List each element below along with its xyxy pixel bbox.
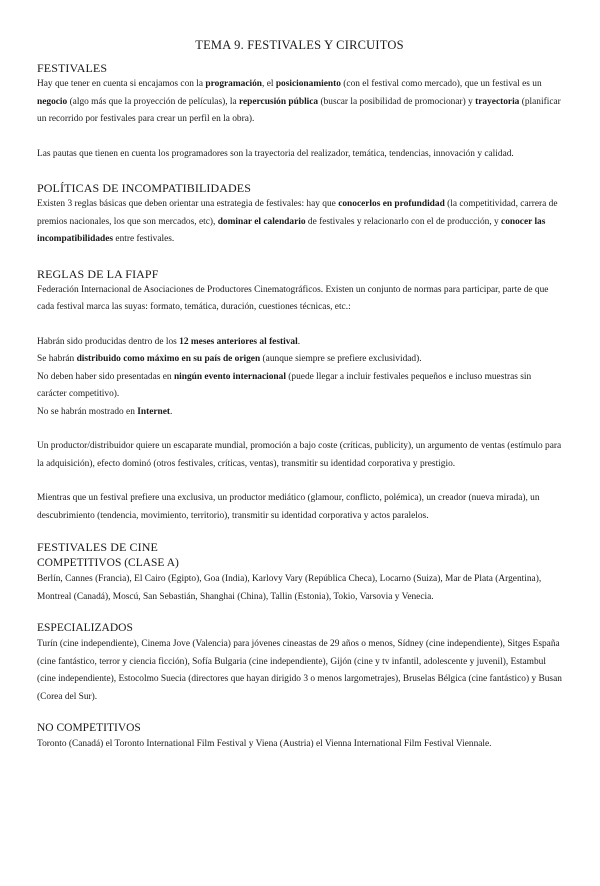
bold-term: dominar el calendario xyxy=(217,216,306,227)
text-run: Se habrán xyxy=(37,354,77,364)
bold-term: conocer las incompatibilidades xyxy=(37,216,546,244)
text-run: (con el festival como mercado), que un festival es un xyxy=(340,79,542,89)
text-run: . xyxy=(170,406,173,417)
bold-term: ningún evento internacional xyxy=(173,371,286,382)
bold-term: repercusión pública xyxy=(239,96,319,107)
text-run: (buscar la posibilidad de promocionar) y xyxy=(318,96,476,107)
fiapf-rule-3 xyxy=(37,369,562,404)
bold-term: conocerlos en profundidad xyxy=(338,199,445,209)
festivales-paragraph-1 xyxy=(37,76,562,129)
bold-term: 12 meses anteriores al festival xyxy=(179,336,298,347)
bold-term: trayectoria xyxy=(475,96,520,107)
section-heading-festivales: FESTIVALES xyxy=(37,61,108,75)
fiapf-rule-2 xyxy=(37,351,562,369)
section-heading-politicas: POLÍTICAS DE INCOMPATIBILIDADES xyxy=(37,181,251,195)
section-heading-fiapf: REGLAS DE LA FIAPF xyxy=(37,266,159,281)
fiapf-festival-paragraph: Mientras que un festival prefiere una exclusiva, un productor mediático (glamour, conflicto, polémica), un creador (nueva mirada), un descubrimiento (tendencia, movimiento, territorio), transmitir su identidad corporativa y actos paralelos. xyxy=(37,493,540,521)
document-page xyxy=(0,38,600,886)
subheading-especializados: ESPECIALIZADOS xyxy=(37,622,133,634)
text-run: Existen 3 reglas básicas que deben orientar una estrategia de festivales: hay que xyxy=(37,199,339,209)
text-run: No se habrán mostrado en xyxy=(37,406,138,417)
text-run: (algo más que la proyección de películas), la xyxy=(67,96,240,107)
bold-term: negocio xyxy=(37,96,68,107)
fiapf-productor-paragraph: Un productor/distribuidor quiere un escaparate mundial, promoción a bajo coste (críticas, publicity), un argumento de ventas (estímulo para la adquisición), efecto dominó (otros festivales, críticas, ventas), transmitir su identidad corporativa y prestigio. xyxy=(37,441,562,469)
politicas-paragraph xyxy=(37,196,562,249)
competitivos-list: Berlín, Cannes (Francia), El Cairo (Egipto), Goa (India), Karlovy Vary (República Checa), Locarno (Suiza), Mar de Plata (Argentina), Montreal (Canadá), Moscú, San Sebastián, Shanghai (China), Tallin (Estonia), Tokio, Varsovia y Venecia. xyxy=(37,574,542,602)
festivales-paragraph-2: Las pautas que tienen en cuenta los programadores son la trayectoria del realizador, temática, tendencias, innovación y calidad. xyxy=(37,148,514,159)
page-title: TEMA 9. FESTIVALES Y CIRCUITOS xyxy=(195,38,404,52)
text-run: entre festivales. xyxy=(113,234,175,244)
text-run: No deben haber sido presentadas en xyxy=(37,371,174,382)
text-run: , el xyxy=(262,79,276,89)
section-heading-festivales-de-cine: FESTIVALES DE CINE xyxy=(37,540,158,554)
text-run: de festivales y relacionarlo con el de producción, y xyxy=(305,216,502,227)
text-run: (la competitividad, carrera de premios nacionales, los que son mercados, etc), xyxy=(37,199,558,227)
subheading-competitivos: COMPETITIVOS (CLASE A) xyxy=(37,557,179,569)
fiapf-rule-1 xyxy=(37,334,562,352)
fiapf-intro-paragraph: Federación Internacional de Asociaciones de Productores Cinematográficos. Existen un conjunto de normas para participar, parte de que cada festival marca las suyas: formato, temática, duración, cuestiones técnicas, etc.: xyxy=(37,284,549,312)
text-run: . xyxy=(297,336,301,347)
bold-term: programación xyxy=(205,79,263,89)
text-run: (planificar un recorrido por festivales para crear un perfil en la obra). xyxy=(37,96,561,124)
bold-term: distribuido como máximo en su país de origen xyxy=(76,354,261,364)
especializados-list: Turín (cine independiente), Cinema Jove (Valencia) para jóvenes cineastas de 29 años o menos, Sídney (cine independiente), Sitges España (cine fantástico, terror y ciencia ficción), Sofía Bulgaria (cine independiente), Gijón (cine y tv infantil, adolescente y juvenil), Estambul (cine independiente), Estocolmo Suecia (directores que hayan dirigido 3 o menos largometrajes), Bruselas Bélgica (cine fantástico) y Busan (Corea del Sur). xyxy=(37,639,562,702)
text-run: Habrán sido producidas dentro de los xyxy=(37,336,180,347)
bold-term: Internet xyxy=(137,406,171,417)
fiapf-rule-4 xyxy=(37,404,562,422)
text-run: Hay que tener en cuenta si encajamos con la xyxy=(37,79,206,89)
text-run: (aunque siempre se prefiere exclusividad). xyxy=(260,354,422,364)
text-run: (puede llegar a incluir festivales pequeños e incluso muestras sin carácter competitivo). xyxy=(37,371,532,399)
no-competitivos-list: Toronto (Canadá) el Toronto International Film Festival y Viena (Austria) el Vienna International Film Festival Viennale. xyxy=(37,739,492,749)
bold-term: posicionamiento xyxy=(275,79,341,89)
subheading-no-competitivos: NO COMPETITIVOS xyxy=(37,722,141,734)
